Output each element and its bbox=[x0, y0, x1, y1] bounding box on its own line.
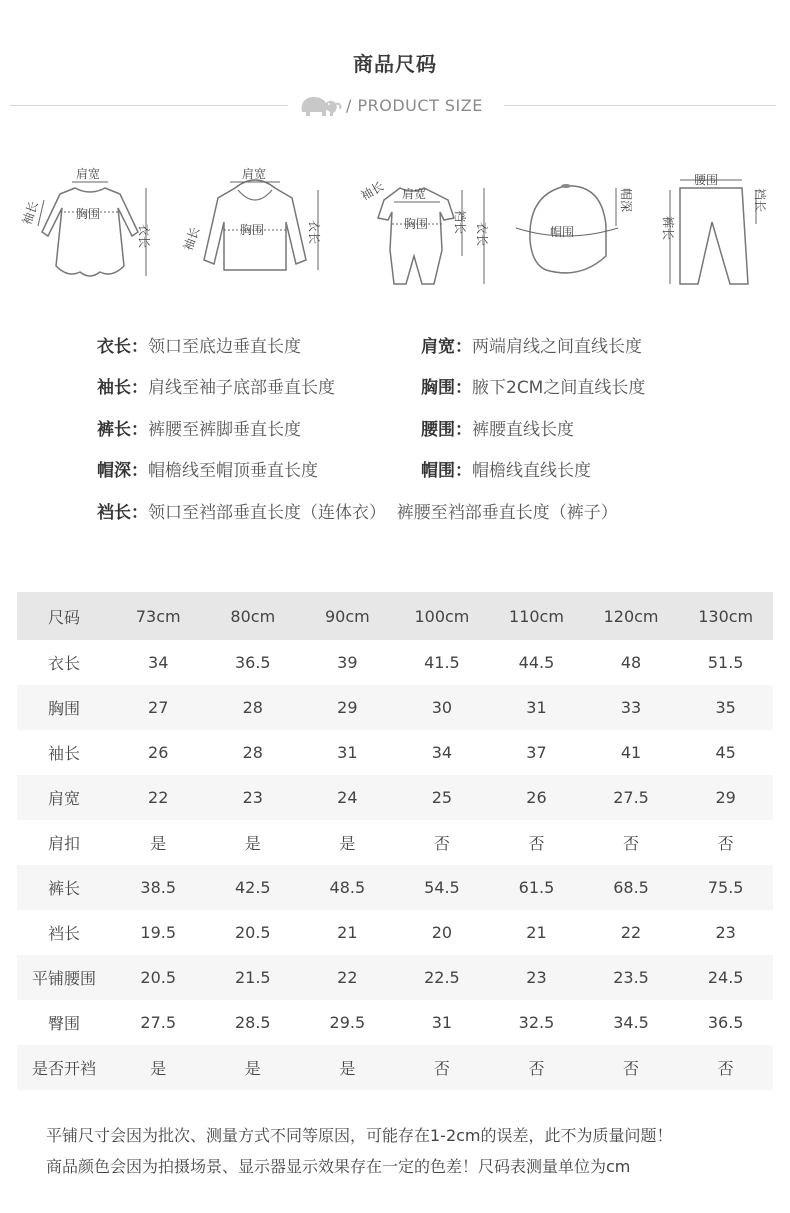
pants-diagram bbox=[650, 160, 770, 290]
table-cell: 36.5 bbox=[234, 653, 271, 672]
table-cell: 20.5 bbox=[234, 923, 271, 942]
table-header-cell: 80cm bbox=[206, 592, 301, 640]
table-cell: 68.5 bbox=[584, 865, 679, 910]
table-row bbox=[17, 910, 773, 955]
def-row bbox=[97, 456, 318, 486]
table-cell: 54.5 bbox=[395, 865, 490, 910]
def-row bbox=[97, 415, 301, 445]
table-cell: 23.5 bbox=[584, 955, 679, 1000]
table-cell: 37 bbox=[526, 743, 547, 762]
row-label: 衣长 bbox=[47, 654, 80, 673]
def-value: 腋下2CM之间直线长度 bbox=[472, 378, 646, 398]
row-label: 平铺腰围 bbox=[17, 955, 111, 1000]
table-row bbox=[17, 685, 773, 730]
def-key: 裆长： bbox=[97, 503, 148, 523]
table-cell: 39 bbox=[337, 653, 358, 672]
row-label: 臀围 bbox=[47, 1014, 80, 1033]
table-cell: 29 bbox=[300, 685, 395, 730]
table-cell: 是 bbox=[111, 1045, 206, 1090]
dress-label-3: 衣长 bbox=[137, 224, 151, 249]
table-cell: 32.5 bbox=[518, 1013, 555, 1032]
cap-diagram bbox=[510, 160, 640, 290]
def-row bbox=[97, 373, 335, 403]
row-label: 肩宽 bbox=[17, 775, 111, 820]
hoodie-label-0: 肩宽 bbox=[242, 167, 267, 181]
table-cell: 23 bbox=[206, 775, 301, 820]
def-row bbox=[421, 456, 591, 486]
table-header-cell: 73cm bbox=[111, 592, 206, 640]
table-cell: 27.5 bbox=[140, 1013, 177, 1032]
row-label: 裆长 bbox=[47, 924, 80, 943]
table-row bbox=[17, 820, 773, 865]
table-cell: 29.5 bbox=[329, 1013, 366, 1032]
table-cell: 34.5 bbox=[613, 1013, 649, 1032]
table-cell: 51.5 bbox=[707, 653, 744, 672]
def-value: 两端肩线之间直线长度 bbox=[472, 337, 642, 357]
table-cell: 否 bbox=[584, 1045, 679, 1090]
table-cell: 41 bbox=[620, 743, 642, 762]
table-row bbox=[17, 1000, 773, 1045]
table-header-cell: 120cm bbox=[584, 592, 679, 640]
table-cell: 22 bbox=[620, 923, 642, 942]
table-cell: 23 bbox=[489, 955, 584, 1000]
table-cell: 是 bbox=[206, 1045, 301, 1090]
table-cell: 21.5 bbox=[206, 955, 301, 1000]
pants-label-2: 裆长 bbox=[753, 188, 767, 213]
table-cell: 否 bbox=[395, 1045, 490, 1090]
table-cell: 33 bbox=[584, 685, 679, 730]
def-key: 帽围： bbox=[421, 461, 472, 481]
table-cell: 是 bbox=[339, 834, 356, 853]
table-cell: 23 bbox=[715, 923, 736, 942]
romper-label-0: 袖长 bbox=[358, 178, 387, 204]
def-key: 帽深： bbox=[97, 461, 148, 481]
table-cell: 26 bbox=[489, 775, 584, 820]
def-key: 胸围： bbox=[421, 378, 472, 398]
table-cell: 27.5 bbox=[584, 775, 679, 820]
table-cell: 否 bbox=[717, 834, 734, 853]
row-label: 胸围 bbox=[17, 685, 111, 730]
table-cell: 35 bbox=[678, 685, 773, 730]
table-cell: 是 bbox=[150, 834, 167, 853]
def-row bbox=[421, 332, 642, 362]
table-cell: 否 bbox=[678, 1045, 773, 1090]
table-cell: 21 bbox=[526, 923, 547, 942]
table-cell: 否 bbox=[528, 834, 545, 853]
table-cell: 48.5 bbox=[300, 865, 395, 910]
table-cell: 31 bbox=[337, 743, 358, 762]
def-value: 帽檐线至帽顶垂直长度 bbox=[148, 461, 318, 481]
table-cell: 41.5 bbox=[424, 653, 460, 672]
def-row bbox=[421, 415, 574, 445]
table-cell: 22 bbox=[111, 775, 206, 820]
cap-label-1: 帽深 bbox=[619, 188, 633, 213]
romper-label-1: 肩宽 bbox=[402, 187, 427, 201]
table-cell: 24 bbox=[300, 775, 395, 820]
table-cell: 22 bbox=[300, 955, 395, 1000]
table-cell: 28 bbox=[206, 685, 301, 730]
elephant-icon bbox=[296, 92, 342, 120]
pants-label-1: 裤长 bbox=[661, 216, 675, 241]
romper-diagram bbox=[350, 160, 500, 290]
def-value: 裤腰至裤脚垂直长度 bbox=[148, 420, 301, 440]
row-label: 是否开裆 bbox=[17, 1045, 111, 1090]
pants-label-0: 腰围 bbox=[694, 173, 719, 187]
table-cell: 61.5 bbox=[489, 865, 584, 910]
table-cell: 44.5 bbox=[518, 653, 555, 672]
table-row bbox=[17, 640, 773, 685]
dress-diagram bbox=[20, 160, 160, 290]
page-subtitle: / PRODUCT SIZE bbox=[346, 96, 483, 115]
table-cell: 36.5 bbox=[707, 1013, 744, 1032]
table-cell: 31 bbox=[489, 685, 584, 730]
table-row bbox=[17, 865, 773, 910]
row-label: 肩扣 bbox=[47, 834, 80, 853]
romper-label-2: 胸围 bbox=[404, 217, 429, 231]
def-value: 领口至裆部垂直长度（连体衣） 裤腰至裆部垂直长度（裤子） bbox=[148, 503, 618, 523]
def-key: 肩宽： bbox=[421, 337, 472, 357]
table-row bbox=[17, 730, 773, 775]
table-cell: 20.5 bbox=[111, 955, 206, 1000]
size-table bbox=[17, 592, 773, 1090]
hoodie-diagram bbox=[180, 160, 330, 290]
table-cell: 34 bbox=[148, 653, 169, 672]
table-cell: 否 bbox=[623, 834, 640, 853]
table-cell: 26 bbox=[148, 743, 169, 762]
def-key: 腰围： bbox=[421, 420, 472, 440]
def-key: 裤长： bbox=[97, 420, 148, 440]
table-cell: 是 bbox=[244, 834, 261, 853]
table-cell: 42.5 bbox=[206, 865, 301, 910]
table-cell: 是 bbox=[300, 1045, 395, 1090]
page-title: 商品尺码 bbox=[353, 52, 437, 76]
table-row bbox=[17, 775, 773, 820]
table-cell: 20 bbox=[431, 923, 453, 942]
table-cell: 38.5 bbox=[111, 865, 206, 910]
table-cell: 31 bbox=[431, 1013, 453, 1032]
table-header-cell: 130cm bbox=[678, 592, 773, 640]
subtitle-row bbox=[0, 92, 790, 120]
hoodie-label-1: 袖长 bbox=[180, 225, 203, 253]
table-cell: 27 bbox=[111, 685, 206, 730]
note-line: 商品颜色会因为拍摄场景、显示器显示效果存在一定的色差！尺码表测量单位为cm bbox=[46, 1157, 631, 1176]
table-cell: 21 bbox=[337, 923, 358, 942]
table-header-cell: 100cm bbox=[395, 592, 490, 640]
hoodie-label-2: 胸围 bbox=[240, 223, 265, 237]
table-cell: 75.5 bbox=[678, 865, 773, 910]
table-cell: 29 bbox=[678, 775, 773, 820]
table-row bbox=[17, 955, 773, 1000]
table-cell: 45 bbox=[715, 743, 736, 762]
row-label: 裤长 bbox=[17, 865, 111, 910]
table-cell: 24.5 bbox=[678, 955, 773, 1000]
table-cell: 30 bbox=[395, 685, 490, 730]
divider-left bbox=[10, 105, 288, 106]
cap-label-0: 帽围 bbox=[550, 225, 575, 239]
notes bbox=[46, 1120, 766, 1182]
table-header-size: 尺码 bbox=[17, 592, 111, 640]
dress-label-0: 肩宽 bbox=[76, 167, 101, 181]
row-label: 袖长 bbox=[47, 744, 80, 763]
def-value: 肩线至袖子底部垂直长度 bbox=[148, 378, 335, 398]
def-row bbox=[97, 332, 301, 362]
table-cell: 28 bbox=[242, 743, 263, 762]
def-key: 衣长： bbox=[97, 337, 148, 357]
def-value: 帽檐线直线长度 bbox=[472, 461, 591, 481]
hoodie-label-3: 衣长 bbox=[307, 220, 321, 245]
table-cell: 否 bbox=[433, 834, 450, 853]
romper-label-4: 衣长 bbox=[475, 222, 489, 247]
table-header-cell: 110cm bbox=[489, 592, 584, 640]
dress-label-2: 胸围 bbox=[76, 207, 101, 221]
table-header-cell: 90cm bbox=[300, 592, 395, 640]
def-row bbox=[421, 373, 645, 403]
note-line: 平铺尺寸会因为批次、测量方式不同等原因，可能存在1-2cm的误差，此不为质量问题！ bbox=[46, 1126, 673, 1145]
table-cell: 否 bbox=[489, 1045, 584, 1090]
romper-label-3: 裆长 bbox=[453, 210, 467, 235]
table-header-row bbox=[17, 592, 773, 640]
def-value: 裤腰直线长度 bbox=[472, 420, 574, 440]
def-key: 袖长： bbox=[97, 378, 148, 398]
table-cell: 34 bbox=[431, 743, 453, 762]
table-cell: 19.5 bbox=[140, 923, 177, 942]
def-row bbox=[97, 498, 618, 528]
dress-label-1: 袖长 bbox=[20, 199, 41, 227]
measurement-diagrams bbox=[20, 160, 770, 300]
table-cell: 48 bbox=[620, 653, 642, 672]
table-row bbox=[17, 1045, 773, 1090]
def-value: 领口至底边垂直长度 bbox=[148, 337, 301, 357]
table-cell: 28.5 bbox=[234, 1013, 271, 1032]
table-cell: 22.5 bbox=[395, 955, 490, 1000]
table-cell: 25 bbox=[395, 775, 490, 820]
divider-right bbox=[504, 105, 776, 106]
